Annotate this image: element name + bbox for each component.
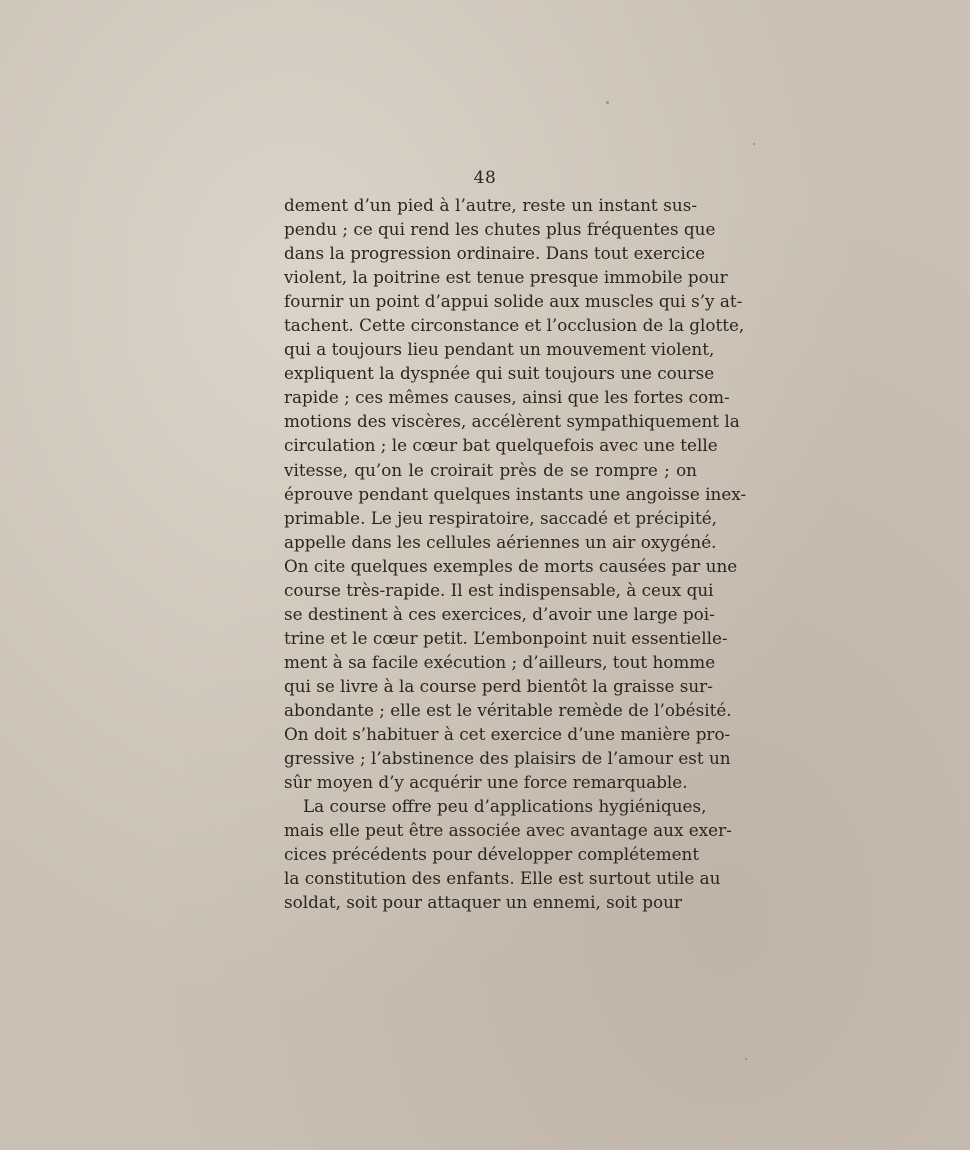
text-line: mais elle peut être associée avec avantage aux exer- bbox=[284, 820, 732, 841]
text-line: appelle dans les cellules aériennes un air oxygéné. bbox=[284, 531, 717, 552]
text-line: expliquent la dyspnée qui suit toujours une course bbox=[284, 363, 715, 384]
text-line: sûr moyen d’y acquérir une force remarquable. bbox=[284, 772, 688, 793]
text-line: qui se livre à la course perd bientôt la graisse sur- bbox=[284, 675, 713, 696]
text-line: éprouve pendant quelques instants une angoisse inex- bbox=[284, 483, 747, 504]
text-line: gressive ; l’abstinence des plaisirs de l’amour est un bbox=[284, 748, 731, 769]
text-line: trine et le cœur petit. L’embonpoint nuit essentielle- bbox=[284, 627, 728, 648]
text-line: La course offre peu d’applications hygiéniques, bbox=[303, 796, 707, 817]
page-number: 48 bbox=[473, 168, 497, 188]
text-line: rapide ; ces mêmes causes, ainsi que les fortes com- bbox=[284, 387, 730, 408]
paper-speck bbox=[745, 1058, 747, 1060]
text-line: se destinent à ces exercices, d’avoir une large poi- bbox=[284, 603, 715, 624]
text-line: pendu ; ce qui rend les chutes plus fréquentes que bbox=[284, 219, 716, 240]
text-line: soldat, soit pour attaquer un ennemi, soit pour bbox=[284, 892, 682, 913]
text-line: ment à sa facile exécution ; d’ailleurs, tout homme bbox=[284, 651, 716, 672]
paper-speck bbox=[753, 143, 755, 145]
text-line: On cite quelques exemples de morts causées par une bbox=[284, 555, 738, 576]
text-line: la constitution des enfants. Elle est surtout utile au bbox=[284, 868, 721, 889]
text-line: vitesse, qu’on le croirait près de se rompre ; on bbox=[284, 459, 697, 480]
paper-speck bbox=[606, 101, 609, 104]
text-line: circulation ; le cœur bat quelquefois avec une telle bbox=[284, 435, 718, 456]
text-line: abondante ; elle est le véritable remède de l’obésité. bbox=[284, 699, 732, 720]
text-line: course très-rapide. Il est indispensable, à ceux qui bbox=[284, 579, 714, 600]
text-line: tachent. Cette circonstance et l’occlusion de la glotte, bbox=[284, 315, 745, 336]
text-line: violent, la poitrine est tenue presque immobile pour bbox=[284, 267, 728, 288]
text-line: dans la progression ordinaire. Dans tout exercice bbox=[284, 243, 706, 264]
text-line: qui a toujours lieu pendant un mouvement violent, bbox=[284, 339, 715, 360]
text-line: primable. Le jeu respiratoire, saccadé et précipité, bbox=[284, 507, 717, 528]
text-line: dement d’un pied à l’autre, reste un instant sus- bbox=[284, 195, 697, 215]
text-line: cices précédents pour développer complétement bbox=[284, 844, 700, 865]
text-line: motions des viscères, accélèrent sympathiquement la bbox=[284, 411, 740, 432]
body-text bbox=[284, 193, 747, 914]
text-line: fournir un point d’appui solide aux muscles qui s’y at- bbox=[284, 291, 743, 312]
text-line: On doit s’habituer à cet exercice d’une manière pro- bbox=[284, 724, 731, 745]
